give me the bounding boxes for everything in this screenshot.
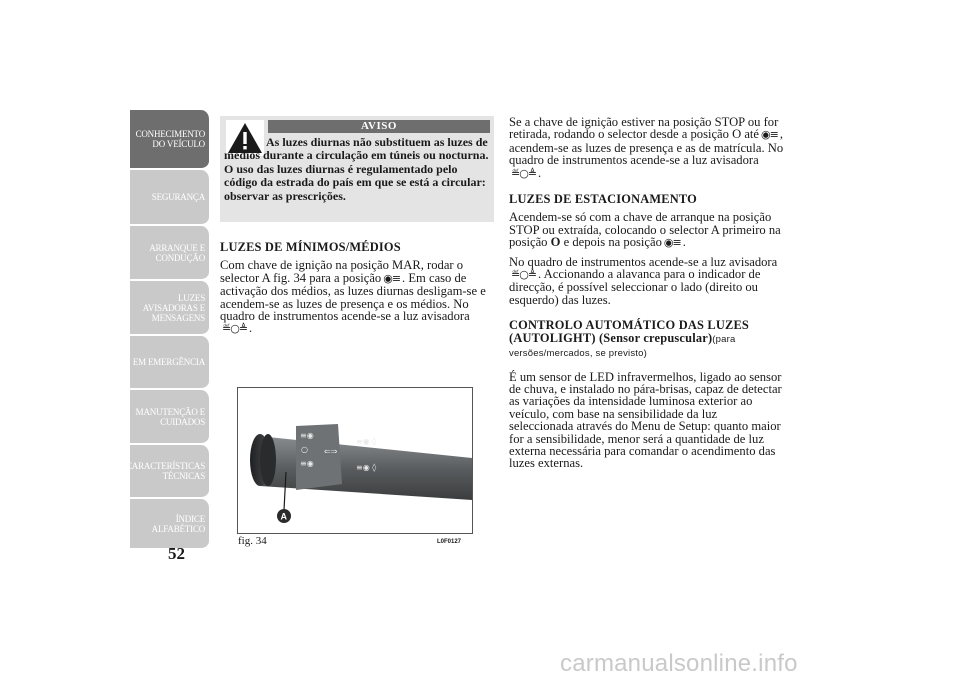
- svg-text:≡◉: ≡◉: [300, 431, 314, 440]
- paragraph-sensor: É um sensor de LED infravermelhos, ligado ao sensor de chuva, e instalado no pára-brisas, capaz de detectar as variações da intensidade luminosa exterior ao veículo, com base na sensibilidade da luz seleccionada através do Menu de Setup: quanto maior for a sensibilidade, menor será a quantidade de luz externa necessária para comandar o acendimento das luzes externas.: [509, 369, 782, 471]
- page-number: 52: [168, 544, 185, 563]
- low-beam-icon: ◉≡: [663, 236, 681, 250]
- parking-light-icon: ≝○≜: [511, 268, 537, 282]
- section-heading-minimos: LUZES DE MÍNIMOS/MÉDIOS: [220, 240, 401, 254]
- section-heading-estacionamento: LUZES DE ESTACIONAMENTO: [509, 192, 697, 207]
- figure-caption: fig. 34: [238, 535, 267, 547]
- paragraph-minimos: Com chave de ignição na posição MAR, rodar o selector A fig. 34 para a posição ◉≡ . Em caso de activação dos médios, as luzes diurnas desligam-se e acendem-se as luzes de presença e os médios. No quadro de instrumentos acende-se a luz avisadora≝○≜ .: [220, 258, 486, 336]
- left-column: [220, 241, 494, 336]
- sidebar-item-indice[interactable]: ÍNDICE ALFABÉTICO: [130, 499, 210, 550]
- low-beam-icon: ◉≡: [383, 271, 401, 285]
- figure-label-a: A: [280, 511, 287, 522]
- svg-text:≡◉ ◊: ≡◉ ◊: [356, 463, 377, 472]
- warning-title: AVISO: [268, 120, 490, 133]
- parking-light-icon: ≝○≜: [511, 166, 537, 180]
- section-heading-autolight: CONTROLO AUTOMÁTICO DAS LUZES (AUTOLIGHT) (Sensor crepuscular)(para versões/mercados, se previsto): [509, 318, 750, 360]
- paragraph-estacionamento: Acendem-se só com a chave de arranque na posição STOP ou extraída, colocando o selector A primeiro na posição O e depois na posição ◉≡ .: [509, 210, 781, 250]
- figure-code: L0F0127: [437, 539, 462, 545]
- svg-text:○: ○: [301, 445, 308, 454]
- sidebar-item-luzes[interactable]: LUZES AVISADORAS E MENSAGENS: [130, 281, 210, 336]
- svg-text:≡◉: ≡◉: [300, 459, 314, 468]
- right-column: [509, 116, 784, 470]
- parking-light-icon: ≝○≜: [222, 322, 248, 336]
- warning-box: [220, 116, 494, 222]
- sidebar-item-emergencia[interactable]: EM EMERGÊNCIA: [130, 336, 210, 390]
- sidebar-item-arranque[interactable]: ARRANQUE E CONDUÇÃO: [130, 226, 210, 281]
- svg-text:⇐⇒: ⇐⇒: [324, 447, 338, 456]
- paragraph-avisadora: No quadro de instrumentos acende-se a luz avisadora≝○≜ . Accionando a alavanca para o indicador de direcção, é possível seleccionar o lado (direito ou esquerdo) das luzes.: [509, 254, 778, 307]
- sidebar-item-conhecimento[interactable]: CONHECIMENTO DO VEÍCULO: [130, 110, 210, 170]
- sidebar-item-caracteristicas[interactable]: CARACTERÍSTICAS TÉCNICAS: [130, 445, 210, 499]
- figure-lever: [237, 387, 473, 534]
- paragraph-stop: Se a chave de ignição estiver na posição STOP ou for retirada, rodando o selector desde a posição O até ◉≡ , acendem-se as luzes de presença e as de matrícula. No quadro de instrumentos acende-se a luz avisadora≝○≜ .: [509, 115, 784, 180]
- warning-text: As luzes diurnas não substituem as luzes de médios durante a circulação em túneis ou nocturna. O uso das luzes diurnas é regulamentado pelo código da estrada do país em que se está a circular: observar as prescrições.: [224, 135, 489, 203]
- light-switch-lever-illustration: [238, 388, 472, 533]
- low-beam-icon: ◉≡: [761, 128, 778, 142]
- svg-text:≡◉ ◊: ≡◉ ◊: [356, 437, 377, 446]
- sidebar-item-manutencao[interactable]: MANUTENÇÃO E CUIDADOS: [130, 390, 210, 445]
- sidebar-item-seguranca[interactable]: SEGURANÇA: [130, 170, 210, 226]
- watermark: carmanualsonline.info: [560, 650, 798, 677]
